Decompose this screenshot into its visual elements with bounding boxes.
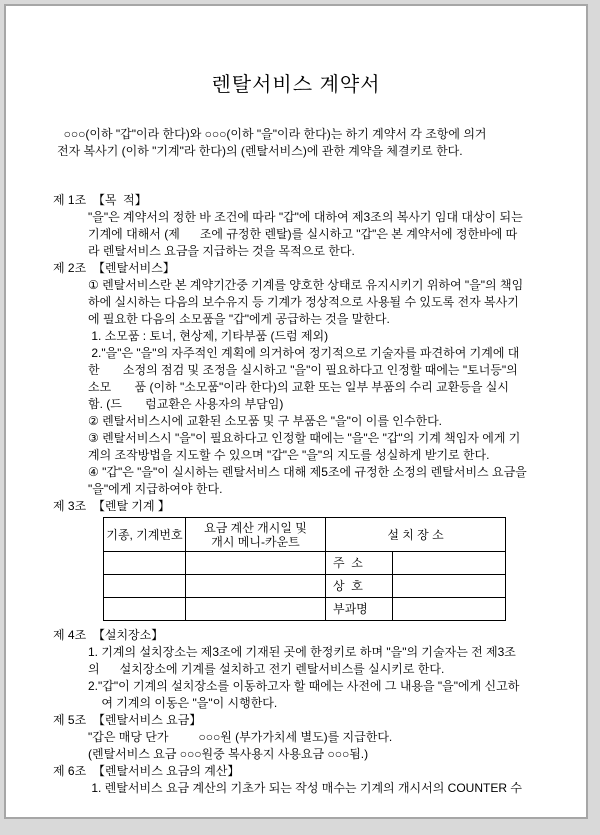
article-line: 1. 렌탈서비스 요금 계산의 기초가 되는 작성 매수는 기계의 개시서의 COUNTER 수 [88,781,522,795]
article-2-heading: 제 2조 【렌탈서비스】 [53,261,175,275]
article-line: 하에 실시하는 다음의 보수유지 등 기계가 정상적으로 사용될 수 있도록 전자 복사기 [88,295,519,309]
article-line: "을"은 계약서의 정한 바 조건에 따라 "갑"에 대하여 제3조의 복사기 임대 대상이 되는 [88,210,523,224]
table-row [104,598,506,621]
article-3-heading: 제 3조 【렌탈 기계 】 [53,499,170,513]
table-header-billing-line2: 개시 메니-카운트 [211,534,300,549]
article-4-heading: 제 4조 【설치장소】 [53,628,164,642]
article-line: 1. 기계의 설치장소는 제3조에 기재된 곳에 한정키로 하며 "을"의 기술자는 전 제3조 [88,645,516,659]
table-cell-machine [104,552,186,575]
intro-line: 전자 복사기 (이하 "기계"라 한다)의 (렌탈서비스)에 관한 계약을 체결키로 한다. [57,144,463,158]
table-header-install-location: 설 치 장 소 [326,518,506,552]
table-label-department: 부과명 [326,598,393,621]
article-line: 의 설치장소에 기계를 설치하고 전기 렌탈서비스를 실시키로 한다. [88,662,445,676]
article-line: ① 렌탈서비스란 본 계약기간중 기계를 양호한 상태로 유지시키기 위하여 "을"의 책임 [88,278,524,292]
table-cell-billing [186,598,326,621]
table-header-billing-start [186,518,326,552]
article-line: 2."갑"이 기계의 설치장소를 이동하고자 할 때에는 사전에 그 내용을 "을"에게 신고하 [88,679,520,693]
document-body [6,126,586,797]
article-line: ③ 렌탈서비스시 "을"이 필요하다고 인정할 때에는 "을"은 "갑"의 기계 책임자 에게 기 [88,431,521,445]
article-line: 함. (드 럼교환은 사용자의 부담임) [88,397,284,411]
article-line: 여 기계의 이동은 "을"이 시행한다. [88,696,278,710]
table-header-billing-line1: 요금 계산 개시일 및 [204,520,307,535]
table-label-address: 주 소 [326,552,393,575]
table-row [104,552,506,575]
article-1-heading: 제 1조 【목 적】 [53,193,147,207]
table-header-row [104,518,506,552]
article-line: 에 필요한 다음의 소모품을 "갑"에게 공급하는 것을 말한다. [88,312,390,326]
article-line: (렌탈서비스 요금 ○○○원중 복사용지 사용요금 ○○○됨.) [88,747,369,761]
rental-machine-table [103,517,506,621]
table-cell-machine [104,575,186,598]
article-line: "갑은 매당 단가 ○○○원 (부가가치세 별도)를 지급한다. [88,730,393,744]
article-6-heading: 제 6조 【렌탈서비스 요금의 계산】 [53,764,240,778]
article-line: 소모 품 (이하 "소모품"이라 한다)의 교환 또는 일부 부품의 수리 교환등을 실시 [88,380,509,394]
article-line: 한 소정의 점검 및 조정을 실시하고 "을"이 필요하다고 인정할 때에는 "토너등"의 [88,363,518,377]
table-cell-value [393,552,506,575]
table-cell-value [393,575,506,598]
intro-line: ○○○(이하 "갑"이라 한다)와 ○○○(이하 "을"이라 한다)는 하기 계약서 각 조항에 의거 [57,127,487,141]
article-line: 기계에 대해서 (제 조에 규정한 렌탈)를 실시하고 "갑"은 본 계약서에 정한바에 따 [88,227,518,241]
table-cell-billing [186,552,326,575]
article-line: 2."을"은 "을"의 자주적인 계획에 의거하여 정기적으로 기술자를 파견하여 기계에 대 [88,346,520,360]
intro-paragraph [6,126,586,160]
article-line: 라 렌탈서비스 요금을 지급하는 것을 목적으로 한다. [88,244,355,258]
article-5-heading: 제 5조 【렌탈서비스 요금】 [53,713,202,727]
table-cell-machine [104,598,186,621]
article-line: ④ "갑"은 "을"이 실시하는 렌탈서비스 대해 제5조에 규정한 소정의 렌탈서비스 요금을 [88,465,527,479]
table-header-machine: 기종, 기계번호 [104,518,186,552]
table-cell-billing [186,575,326,598]
page-title: 렌탈서비스 계약서 [211,74,381,96]
table-label-company: 상 호 [326,575,393,598]
table-cell-value [393,598,506,621]
article-line: "을"에게 지급하여야 한다. [88,482,223,496]
article-line: 1. 소모품 : 토너, 현상제, 기타부품 (드럼 제외) [88,329,329,343]
contract-page [4,4,588,819]
article-line: 계의 조작방법을 지도할 수 있으며 "갑"은 "을"의 지도를 성실하게 받기로 한다. [88,448,490,462]
table-row [104,575,506,598]
article-line: ② 렌탈서비스시에 교환된 소모품 및 구 부품은 "을"이 이를 인수한다. [88,414,443,428]
